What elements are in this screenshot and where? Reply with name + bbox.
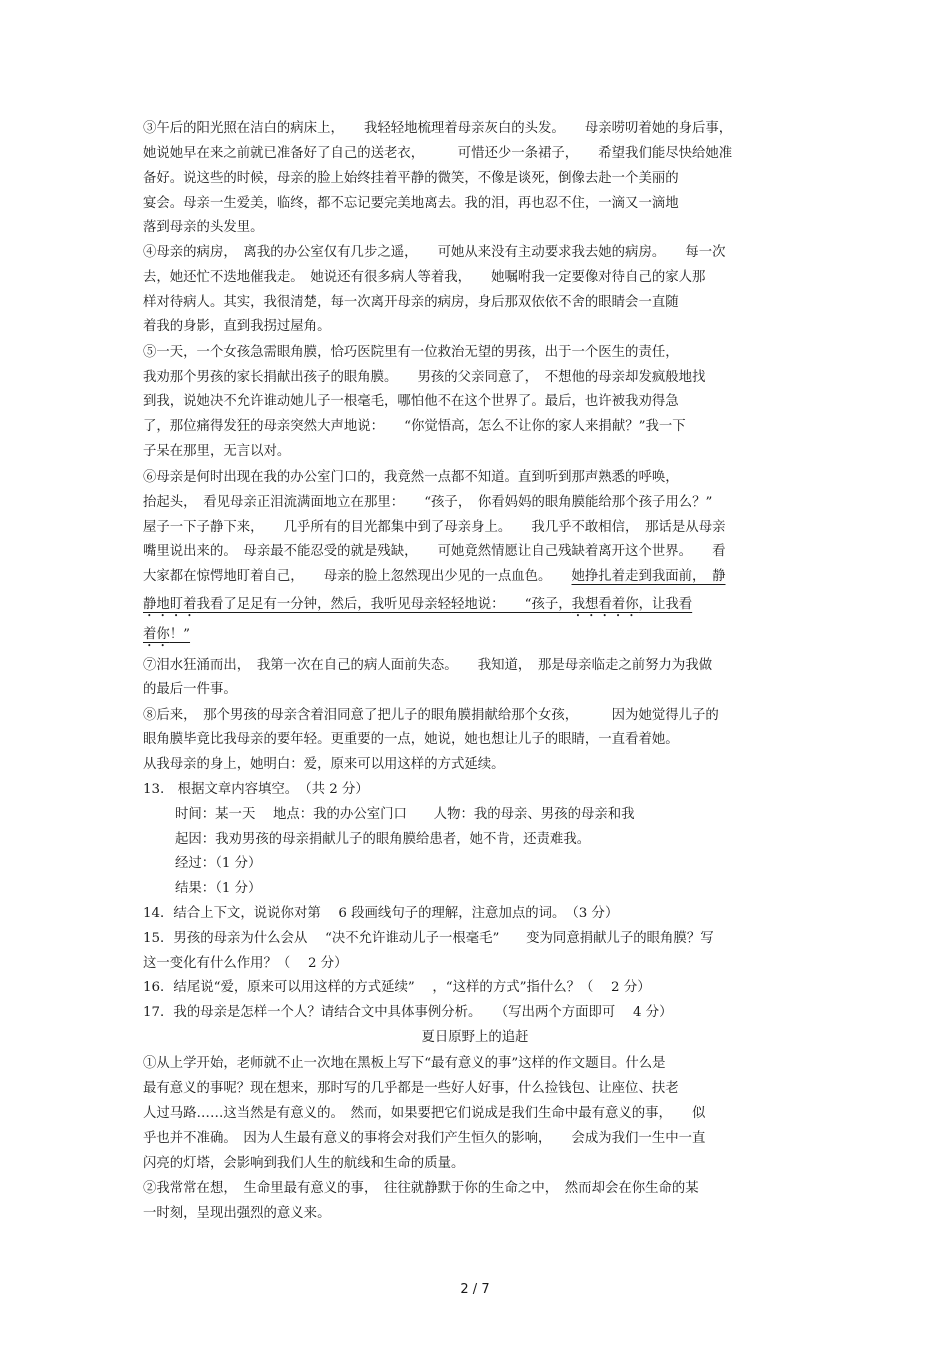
text-line: ⑧后来， 那个男孩的母亲含着泪同意了把儿子的眼角膜捐献给那个女孩， 因为她觉得儿子的 (143, 708, 719, 723)
text-line: 子呆在那里，无言以对。 (143, 444, 291, 459)
underlined-sentence: ，让我看 (638, 597, 693, 612)
text-line (143, 568, 813, 590)
text-line: 备好。说这些的时候，母亲的脸上始终挂着平静的微笑，不像是谈死，倒像去赴一个美丽的 (143, 171, 679, 186)
text-line: 的最后一件事。 (143, 682, 237, 697)
article-title: 夏日原野上的追赶 (421, 1030, 529, 1045)
text-line: 闪亮的灯塔，会影响到我们人生的航线和生命的质量。 (143, 1156, 465, 1171)
text-segment: 大家都在惊愕地盯着自己， 母亲的脸上忽然现出少见的一点血色。 (143, 569, 572, 584)
text-line: 眼角膜毕竟比我母亲的要年轻。更重要的一点，她说，她也想让儿子的眼睛，一直看着她。 (143, 732, 679, 747)
underlined-sentence: ！” (169, 627, 191, 642)
dotted-word: 我想看着你 (571, 597, 639, 612)
question-13-process: 经过：（1 分） (175, 856, 262, 871)
question-15-cont: 这一变化有什么作用？（ 2 分） (143, 956, 348, 971)
text-line: ⑤一天，一个女孩急需眼角膜，恰巧医院里有一位救治无望的男孩，出于一个医生的责任， (143, 345, 679, 360)
text-line: ②我常常在想， 生命里最有意义的事， 往往就静默于你的生命之中， 然而却会在你生命的某 (143, 1181, 699, 1196)
text-line: 着我的身影，直到我拐过屋角。 (143, 319, 331, 334)
text-line: 样对待病人。其实，我很清楚，每一次离开母亲的病房，身后那双依依不舍的眼睛会一直随 (143, 295, 679, 310)
text-line: ④母亲的病房， 离我的办公室仅有几步之遥， 可她从来没有主动要求我去她的病房。 每一次 (143, 245, 726, 260)
text-line: 一时刻，呈现出强烈的意义来。 (143, 1206, 331, 1221)
text-line (143, 596, 813, 620)
text-line: 人过马路……这当然是有意义的。 然而，如果要把它们说成是我们生命中最有意义的事， 似 (143, 1106, 706, 1121)
dotted-word: 静地盯着 (143, 597, 197, 612)
question-16: 16．结尾说“爱，原来可以用这样的方式延续” ，“这样的方式”指什么？（ 2 分） (143, 980, 651, 995)
question-13-result: 结果：（1 分） (175, 881, 262, 896)
question-14: 14．结合上下文，说说你对第 6 段画线句子的理解，注意加点的词。 （3 分） (143, 906, 619, 921)
text-line: 去，她还忙不迭地催我走。 她说还有很多病人等着我， 她嘱咐我一定要像对待自己的家人那 (143, 270, 706, 285)
question-13-time: 时间：某一天 地点：我的办公室门口 人物：我的母亲、男孩的母亲和我 (175, 807, 635, 822)
text-line: ⑦泪水狂涌而出， 我第一次在自己的病人面前失态。 我知道， 那是母亲临走之前努力为我做 (143, 658, 713, 673)
text-line: ③午后的阳光照在洁白的病床上， 我轻轻地梳理着母亲灰白的头发。 母亲唠叨着她的身后事， (143, 121, 733, 136)
underlined-sentence: 我看了足足有一分钟，然后，我听见母亲轻轻地说： “孩子， (196, 597, 572, 612)
text-line: ⑥母亲是何时出现在我的办公室门口的，我竟然一点都不知道。直到听到那声熟悉的呼唤， (143, 470, 679, 485)
question-13: 13. 根据文章内容填空。 （共 2 分） (143, 782, 369, 797)
text-line: 她说她早在来之前就已准备好了自己的送老衣， 可惜还少一条裙子， 希望我们能尽快给她准 (143, 146, 733, 161)
text-line: 我劝那个男孩的家长捐献出孩子的眼角膜。 男孩的父亲同意了， 不想他的母亲却发疯般地找 (143, 370, 706, 385)
text-line: 抬起头， 看见母亲正泪流满面地立在那里： “孩子， 你看妈妈的眼角膜能给那个孩子用么？” (143, 495, 713, 510)
text-line: 宴会。母亲一生爱美，临终，都不忘记要完美地离去。我的泪，再也忍不住，一滴又一滴地 (143, 196, 679, 211)
dotted-word: 着你 (143, 627, 170, 642)
text-line: 了，那位痛得发狂的母亲突然大声地说： “你觉悟高，怎么不让你的家人来捐献？”我一下 (143, 419, 686, 434)
text-line: ①从上学开始，老师就不止一次地在黑板上写下“最有意义的事”这样的作文题目。什么是 (143, 1056, 666, 1071)
question-17: 17．我的母亲是怎样一个人？请结合文中具体事例分析。 （写出两个方面即可 4 分） (143, 1005, 673, 1020)
text-line: 到我，说她决不允许谁动她儿子一根毫毛，哪怕他不在这个世界了。最后，也许被我劝得急 (143, 394, 679, 409)
page-number: 2 / 7 (460, 1282, 490, 1297)
underlined-sentence: 她挣扎着走到我面前， 静 (571, 569, 726, 584)
text-line: 落到母亲的头发里。 (143, 220, 264, 235)
question-15: 15．男孩的母亲为什么会从 “决不允许谁动儿子一根毫毛” 变为同意捐献儿子的眼角膜？写 (143, 931, 714, 946)
text-line: 乎也并不准确。 因为人生最有意义的事将会对我们产生恒久的影响， 会成为我们一生中一直 (143, 1131, 706, 1146)
text-line (143, 626, 813, 650)
text-line: 屋子一下子静下来， 几乎所有的目光都集中到了母亲身上。 我几乎不敢相信， 那话是从母亲 (143, 520, 726, 535)
text-line: 从我母亲的身上，她明白：爱，原来可以用这样的方式延续。 (143, 757, 505, 772)
text-line: 最有意义的事呢？现在想来，那时写的几乎都是一些好人好事，什么捡钱包、让座位、扶老 (143, 1081, 679, 1096)
text-line: 嘴里说出来的。 母亲最不能忍受的就是残缺， 可她竟然情愿让自己残缺着离开这个世界。 看 (143, 544, 726, 559)
question-13-cause: 起因：我劝男孩的母亲捐献儿子的眼角膜给患者，她不肯，还责难我。 (175, 832, 591, 847)
